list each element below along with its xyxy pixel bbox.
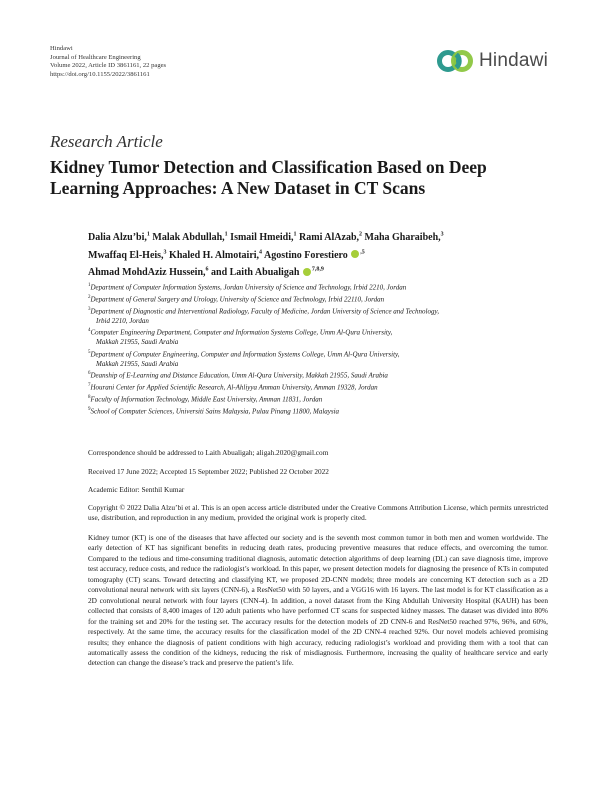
author[interactable]: Ismail Hmeidi,$^1$ xyxy=(230,232,297,244)
journal-name: Journal of Healthcare Engineering xyxy=(50,53,141,61)
publisher-name: Hindawi xyxy=(50,45,73,52)
hindawi-rings-icon xyxy=(436,44,476,78)
affiliation-item: $^2$Department of General Surgery and Urology, University of Science and Technology, Irbid 22110, Jordan xyxy=(88,294,385,304)
affiliation-item: $^9$School of Computer Sciences, Universiti Sains Malaysia, Pulau Pinang 11800, Malaysia xyxy=(88,407,340,416)
author[interactable]: Maha Gharaibeh,$^3$ xyxy=(364,232,444,244)
paper-title: Kidney Tumor Detection and Classification Based on Deep Learning Approaches: A New Dataset in CT Scans xyxy=(50,157,487,198)
journal-header xyxy=(50,45,166,80)
author[interactable]: and Laith Abualigah $^{7,8,9}$ xyxy=(211,266,324,278)
article-type: Research Article xyxy=(50,132,163,151)
affiliation-item: $^4$Computer Engineering Department, Computer and Information Systems College, Umm Al-Qura University, Makkah 21955, Saudi Arabia xyxy=(88,328,393,347)
affiliation-item: $^8$Faculty of Information Technology, Middle East University, Amman 11831, Jordan xyxy=(88,395,323,404)
orcid-icon[interactable] xyxy=(303,268,311,276)
affiliation-list xyxy=(88,281,558,417)
correspondence: Correspondence should be addressed to Laith Abualigah; aligah.2020@gmail.com xyxy=(88,448,329,457)
abstract-text: Kidney tumor (KT) is one of the diseases that have affected our society and is the seventh most common tumor in both men and women worldwide. The early detection of KT has significant benefits in reducing death rates, producing preventive measures that reduce effects, and overcoming the tumor. Compared to the tedious and time-consuming traditional diagnosis, automatic detection algorithms of deep learning (DL) can save diagnosis time, improve test accuracy, reduce costs, and reduce the radiologist’s workload. In this paper, we present detection models for diagnosing the presence of KTs in computed tomography (CT) scans. Toward detecting and classifying KT, we proposed 2D-CNN models; three models are concerning KT detection such as a 2D convolutional neural network with six layers (CNN-6), a ResNet50 with 50 layers, and a VGG16 with 16 layers. The last model is for KT classification as a 2D convolutional neural network with four layers (CNN-4). In addition, a novel dataset from the King Abdullah University Hospital (KAUH) has been collected that consists of 8,400 images of 120 adult patients who have performed CT scans for suspected kidney masses. The dataset was divided into 80% for the training set and 20% for the testing set. The accuracy results for the detection models of 2D CNN-6 and ResNet50 reached 97%, 96%, and 60%, respectively. At the same time, the accuracy results for the classification model of the 2D CNN-4 reached 92%. Our novel models achieved promising results; they enhance the diagnosis of patient conditions with high accuracy, reducing radiologist’s workload and providing them with a tool that can automatically assess the condition of the kidneys, reducing the risk of misdiagnosis. Furthermore, increasing the quality of healthcare service and early detection can change the disease’s track and preserve the patient’s life. xyxy=(88,533,548,668)
doi-link[interactable]: https://doi.org/10.1155/2022/3861161 xyxy=(50,71,150,79)
author[interactable]: Agostino Forestiero $^{,5}$ xyxy=(264,249,365,261)
volume-info: Volume 2022, Article ID 3861161, 22 pages xyxy=(50,62,167,70)
author[interactable]: Khaled H. Almotairi,$^4$ xyxy=(169,249,263,261)
author[interactable]: Rami AlAzab,$^2$ xyxy=(299,232,363,244)
author[interactable]: Malak Abdullah,$^1$ xyxy=(152,232,228,244)
publication-dates: Received 17 June 2022; Accepted 15 September 2022; Published 22 October 2022 xyxy=(88,467,329,476)
author-list xyxy=(88,228,558,280)
copyright-notice: Copyright © 2022 Dalia Alzu’bi et al. This is an open access article distributed under the Creative Commons Attribution License, which permits unrestricted use, distribution, and reproduction in any medium, provided the original work is properly cited. xyxy=(88,503,548,523)
affiliation-item: $^7$Hourani Center for Applied Scientific Research, Al-Ahliyya Amman University, Amman 19328, Jordan xyxy=(88,383,378,392)
affiliation-item: $^1$Department of Computer Information Systems, Jordan University of Science and Technology, Irbid 2210, Jordan xyxy=(88,283,407,292)
affiliation-item: $^5$Department of Computer Engineering, Computer and Information Systems College, Umm Al-Qura University, Makkah 21955, Saudi Arabia xyxy=(88,349,400,368)
author[interactable]: Dalia Alzu’bi,$^1$ xyxy=(88,232,150,244)
orcid-icon[interactable] xyxy=(351,250,359,258)
author[interactable]: Ahmad MohdAziz Hussein,$^6$ xyxy=(88,266,209,278)
academic-editor: Academic Editor: Senthil Kumar xyxy=(88,485,185,494)
logo-text: Hindawi xyxy=(479,50,548,71)
author[interactable]: Mwaffaq El-Heis,$^3$ xyxy=(88,249,167,261)
hindawi-logo[interactable] xyxy=(436,44,548,78)
affiliation-item: $^6$Deanship of E-Learning and Distance Education, Umm Al-Qura University, Makkah 21955, Saudi Arabia xyxy=(88,371,388,380)
affiliation-item: $^3$Department of Diagnostic and Interventional Radiology, Faculty of Medicine, Jordan University of Science and Technology, Irbid 2210, Jordan xyxy=(88,306,439,325)
